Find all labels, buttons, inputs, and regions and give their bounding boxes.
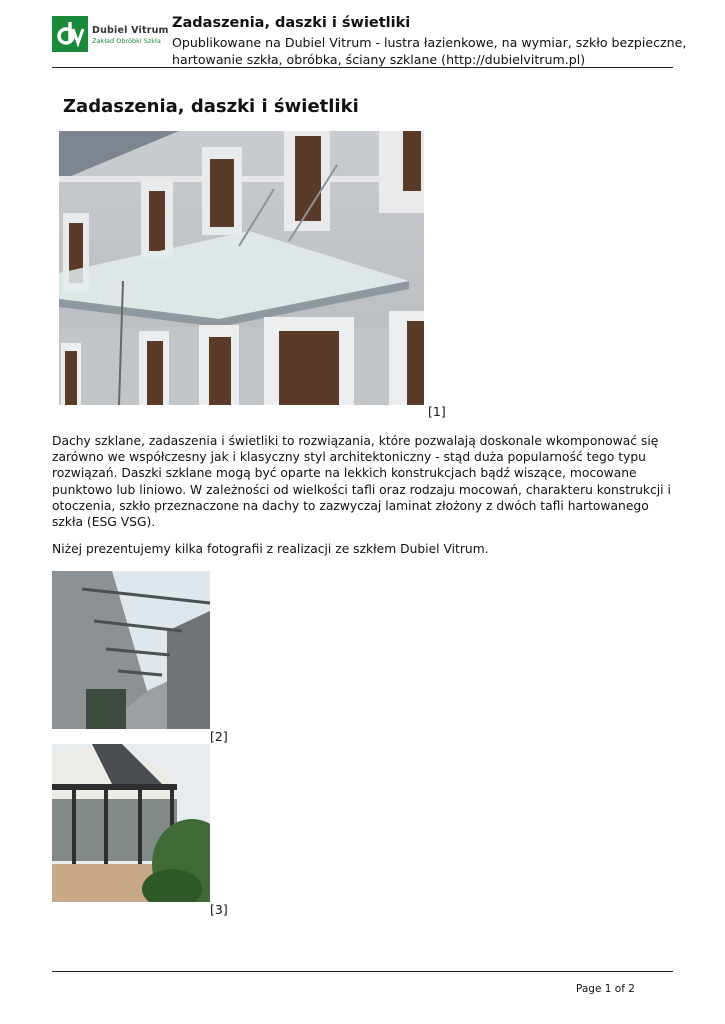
glass-roof-corridor-photo: [52, 571, 210, 729]
header-divider: [52, 67, 673, 68]
conservatory-photo: [52, 744, 210, 902]
paragraph-2: Niżej prezentujemy kilka fotografii z realizacji ze szkłem Dubiel Vitrum.: [52, 542, 489, 556]
article-paragraph: [52, 433, 672, 530]
article-title: Zadaszenia, daszki i świetliki: [63, 96, 359, 117]
header-title: Zadaszenia, daszki i świetliki: [172, 15, 411, 31]
figure-ref: [1]: [428, 404, 446, 419]
header-subtitle: Opublikowane na Dubiel Vitrum - lustra łazienkowe, na wymiar, szkło bezpieczne, hartowanie szkła, obróbka, ściany szklane (http://dubielvitrum.pl): [172, 35, 687, 67]
figure-ref: [3]: [210, 902, 228, 917]
dv-logo-mark-icon: [52, 16, 88, 52]
logo-name: Dubiel Vitrum: [92, 25, 169, 36]
article-paragraph: [52, 541, 672, 557]
paragraph-1: Dachy szklane, zadaszenia i świetliki to rozwiązania, które pozwalają doskonale wkomponować się zarówno we współczesny jak i klasyczny styl architektoniczny - stąd duża popularność tego typu rozwiązań. Daszki szklane mogą być oparte na lekkich konstrukcjach bądź wiszące, mocowane punktowo lub liniowo. W zależności od wielkości tafli oraz rodzaju mocowań, charakteru konstrukcji i otoczenia, szkło przeznaczone na dachy to zazwyczaj laminat złożony z dwóch tafli hartowanego szkła (ESG VSG).: [52, 434, 671, 530]
page-number: Page 1 of 2: [576, 983, 635, 995]
glass-canopy-photo: [59, 131, 424, 405]
company-logo: [52, 16, 169, 52]
footer-divider: [52, 971, 673, 972]
figure-ref: [2]: [210, 729, 228, 744]
logo-tagline: Zakład Obróbki Szkła: [92, 37, 161, 45]
